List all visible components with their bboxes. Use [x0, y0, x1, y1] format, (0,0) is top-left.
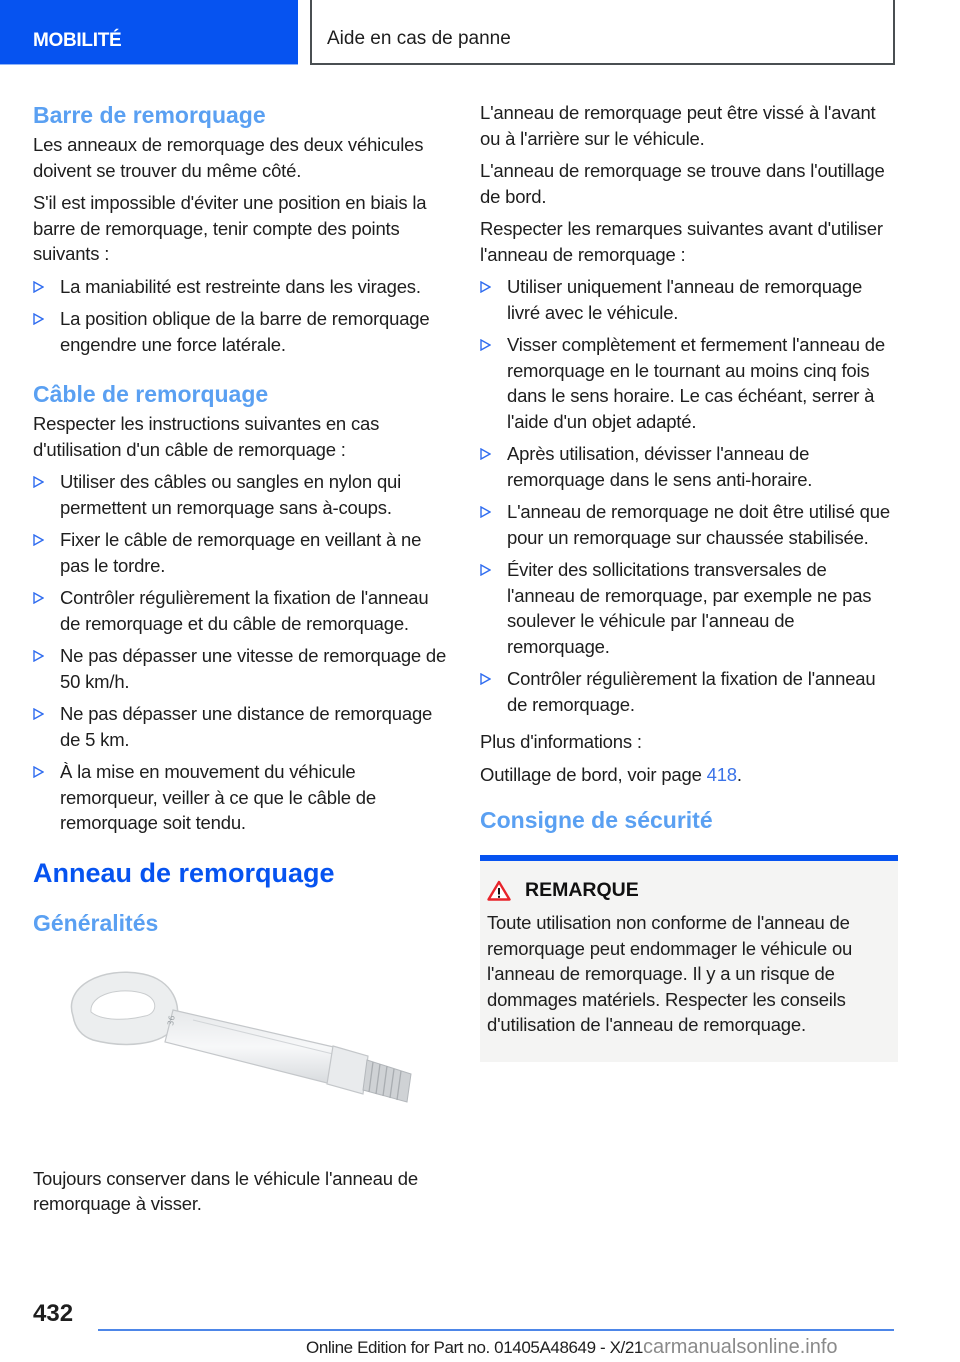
bullet-triangle-icon — [480, 448, 491, 460]
list-item: La position oblique de la barre de remorquage engendre une force latérale. — [33, 306, 451, 357]
list-item: Ne pas dépasser une distance de remorquage de 5 km. — [33, 701, 451, 752]
tow-eye-icon — [33, 956, 451, 1146]
heading-cable: Câble de remorquage — [33, 381, 269, 407]
list-item: Contrôler régulièrement la fixation de l'anneau de remorquage et du câble de remorquage. — [33, 585, 451, 636]
page-link[interactable]: 418 — [706, 763, 737, 785]
footer-edition — [306, 1336, 838, 1359]
right-column — [480, 100, 898, 1062]
bullet-triangle-icon — [33, 766, 44, 778]
bullet-list-anneau — [480, 274, 898, 717]
bullet-triangle-icon — [33, 281, 44, 293]
bullet-triangle-icon — [480, 506, 491, 518]
bullet-triangle-icon — [33, 650, 44, 662]
list-item: Fixer le câble de remorquage en veillant à ne pas le tordre. — [33, 527, 451, 578]
cross-reference: Outillage de bord, voir page 418. — [480, 763, 742, 785]
bullet-triangle-icon — [33, 313, 44, 325]
list-item: Après utilisation, dévisser l'anneau de remorquage dans le sens anti-horaire. — [480, 441, 898, 492]
left-column — [33, 100, 451, 1224]
paragraph: S'il est impossible d'éviter une position en biais la barre de remorquage, tenir compte des points suivants : — [33, 192, 427, 264]
bullet-triangle-icon — [33, 592, 44, 604]
warning-text: Toute utilisation non conforme de l'anneau de remorquage peut endommager le véhicule ou l'anneau de remorquage. Il y a un risque de dommages matériels. Respecter les conseils d'utilisation de l'anneau de remorquage. — [487, 912, 853, 1035]
bullet-triangle-icon — [480, 564, 491, 576]
chapter-header — [310, 0, 895, 65]
list-item: Éviter des sollicitations transversales de l'anneau de remorquage, par exemple ne pas soulever le véhicule par l'anneau de remorquage. — [480, 557, 898, 659]
chapter-title: Aide en cas de panne — [327, 28, 511, 49]
bullet-triangle-icon — [480, 339, 491, 351]
heading-consigne: Consigne de sécurité — [480, 807, 713, 833]
footer-divider — [98, 1329, 894, 1331]
list-item: La maniabilité est restreinte dans les virages. — [33, 274, 451, 300]
heading-barre: Barre de remorquage — [33, 102, 266, 128]
heading-generalites: Généralités — [33, 909, 159, 936]
list-item: L'anneau de remorquage ne doit être utilisé que pour un remorquage sur chaussée stabilisée. — [480, 499, 898, 550]
paragraph: Respecter les instructions suivantes en cas d'utilisation d'un câble de remorquage : — [33, 413, 380, 460]
warning-box — [480, 855, 898, 1062]
tow-eye-illustration — [33, 956, 451, 1146]
image-caption: Toujours conserver dans le véhicule l'anneau de remorquage à visser. — [33, 1167, 418, 1214]
bullet-triangle-icon — [33, 534, 44, 546]
bullet-triangle-icon — [33, 708, 44, 720]
list-item: Ne pas dépasser une vitesse de remorquage de 50 km/h. — [33, 643, 451, 694]
paragraph: Les anneaux de remorquage des deux véhicules doivent se trouver du même côté. — [33, 134, 424, 181]
list-item: Utiliser des câbles ou sangles en nylon qui permettent un remorquage sans à-coups. — [33, 469, 451, 520]
list-item: Utiliser uniquement l'anneau de remorquage livré avec le véhicule. — [480, 274, 898, 325]
page-number: 432 — [33, 1300, 74, 1327]
warning-label: REMARQUE — [525, 879, 639, 901]
bullet-list-cable — [33, 469, 451, 836]
list-item: Contrôler régulièrement la fixation de l'anneau de remorquage. — [480, 666, 898, 717]
paragraph: Respecter les remarques suivantes avant d'utiliser l'anneau de remorquage : — [480, 218, 883, 265]
paragraph: L'anneau de remorquage peut être vissé à l'avant ou à l'arrière sur le véhicule. — [480, 102, 876, 149]
section-tab — [0, 0, 298, 65]
svg-text:36: 36 — [166, 1014, 177, 1026]
more-info-label: Plus d'informations : — [480, 731, 642, 752]
paragraph: L'anneau de remorquage se trouve dans l'outillage de bord. — [480, 160, 885, 207]
edition-text: Online Edition for Part no. 01405A48649 - X/21 — [306, 1338, 643, 1357]
bullet-triangle-icon — [480, 673, 491, 685]
list-item: Visser complètement et fermement l'anneau de remorquage en le tournant au moins cinq fois dans le sens horaire. Le cas échéant, serrer à l'aide d'un objet adapté. — [480, 332, 898, 434]
bullet-triangle-icon — [480, 281, 491, 293]
bullet-list-barre — [33, 274, 451, 358]
bullet-triangle-icon — [33, 476, 44, 488]
heading-anneau: Anneau de remorquage — [33, 857, 335, 888]
warning-header — [487, 879, 890, 902]
section-title: MOBILITÉ — [33, 30, 122, 51]
list-item: À la mise en mouvement du véhicule remorqueur, veiller à ce que le câble de remorquage soit tendu. — [33, 759, 451, 836]
warning-triangle-icon — [487, 880, 511, 901]
watermark: carmanualsonline.info — [642, 1336, 838, 1358]
